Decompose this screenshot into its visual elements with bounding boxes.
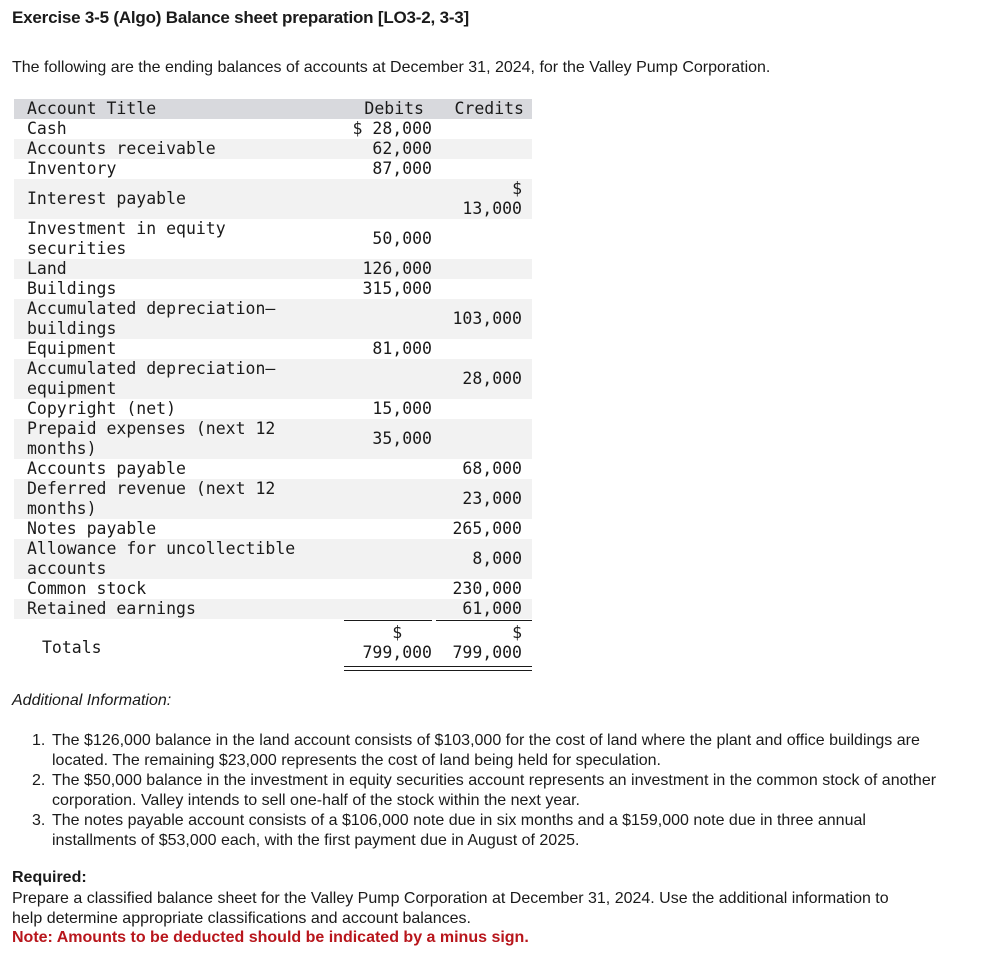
required-text: Prepare a classified balance sheet for the Valley Pump Corporation at December 31, 2024. Use the additional information to help determine appropriate classifications and account balances. [12,890,889,927]
credit-amount: 230,000 [452,579,522,598]
credit-amount: 8,000 [472,549,522,568]
header-account-title: Account Title [27,99,157,118]
credit-amount: 28,000 [462,369,522,388]
account-title: Accumulated depreciation— [27,359,276,378]
table-row [14,599,532,619]
table-row [14,299,532,339]
list-item-text: The $50,000 balance in the investment in equity securities account represents an investment in the common stock of another corporation. Valley intends to sell one-half of the stock within the next year. [52,772,937,809]
list-item-number: 2. [32,772,46,789]
table-row [14,259,532,279]
list-item-text: The notes payable account consists of a $106,000 note due in six months and a $159,000 note due in three annual installments of $53,000 each, with the first payment due in August of 2025. [52,812,866,849]
account-title-cont: months) [27,499,97,518]
table-row [14,579,532,599]
debit-amount: 315,000 [362,279,432,298]
account-title: Common stock [27,579,147,598]
debit-amount: 35,000 [372,429,432,448]
table-row [14,419,532,459]
credit-amount: 61,000 [462,599,522,618]
debit-amount: 126,000 [362,259,432,278]
credit-amount: 265,000 [452,519,522,538]
credit-amount: 13,000 [462,199,522,218]
list-item [32,731,952,771]
account-title-cont: accounts [27,559,107,578]
account-title: Allowance for uncollectible [27,539,296,558]
credit-dollar-sign: $ [512,179,522,198]
totals-double-rule-1 [344,666,532,667]
account-title: Investment in equity [27,219,226,238]
debit-amount: 81,000 [372,339,432,358]
account-title: Retained earnings [27,599,196,618]
account-title: Accounts receivable [27,139,216,158]
account-title-cont: equipment [27,379,117,398]
account-title: Inventory [27,159,117,178]
table-row [14,479,532,519]
account-title: Notes payable [27,519,157,538]
account-title: Buildings [27,279,117,298]
table-row [14,339,532,359]
account-title: Cash [27,119,67,138]
required-note: Note: Amounts to be deducted should be indicated by a minus sign. [12,929,529,946]
totals-row [14,623,532,663]
table-row [14,139,532,159]
account-title: Prepaid expenses (next 12 [27,419,276,438]
additional-info-list [32,731,952,851]
account-title-cont: securities [27,239,127,258]
intro-text: The following are the ending balances of accounts at December 31, 2024, for the Valley Pump Corporation. [12,59,771,76]
account-title: Accumulated depreciation— [27,299,276,318]
credit-amount: 103,000 [452,309,522,328]
debit-amount: 15,000 [372,399,432,418]
table-row [14,539,532,579]
list-item-text: The $126,000 balance in the land account consists of $103,000 for the cost of land where the plant and office buildings are located. The remaining $23,000 represents the cost of land being held for speculation. [52,732,920,769]
header-credits: Credits [454,99,524,118]
totals-double-rule-2 [344,670,532,671]
credit-total: 799,000 [452,643,522,662]
account-title-cont: months) [27,439,97,458]
credit-amount: 23,000 [462,489,522,508]
header-debits: Debits [364,99,424,118]
table-row [14,279,532,299]
debit-amount: 50,000 [372,229,432,248]
debit-total-rule [344,620,432,621]
debit-amount: $ 28,000 [352,119,432,138]
list-item [32,771,952,811]
list-item [32,811,952,851]
totals-label: Totals [42,638,102,657]
debit-total: 799,000 [362,643,432,662]
additional-info-label: Additional Information: [12,692,172,709]
list-item-number: 1. [32,732,46,749]
table-row [14,459,532,479]
credit-total-dollar-sign: $ [512,623,522,642]
list-item-number: 3. [32,812,46,829]
debit-amount: 87,000 [372,159,432,178]
table-row [14,519,532,539]
account-title: Interest payable [27,189,186,208]
table-header [14,99,532,119]
table-row [14,179,532,219]
debit-amount: 62,000 [372,139,432,158]
exercise-title: Exercise 3-5 (Algo) Balance sheet preparation [LO3-2, 3-3] [12,8,469,27]
table-row [14,219,532,259]
credit-total-rule [436,620,532,621]
table-row [14,159,532,179]
account-title: Equipment [27,339,117,358]
account-title: Copyright (net) [27,399,177,418]
credit-amount: 68,000 [462,459,522,478]
account-title: Deferred revenue (next 12 [27,479,276,498]
account-title-cont: buildings [27,319,117,338]
account-title: Accounts payable [27,459,186,478]
table-row [14,399,532,419]
table-row [14,119,532,139]
debit-total-dollar-sign: $ [392,623,403,642]
table-row [14,359,532,399]
account-title: Land [27,259,67,278]
required-label: Required: [12,869,87,886]
